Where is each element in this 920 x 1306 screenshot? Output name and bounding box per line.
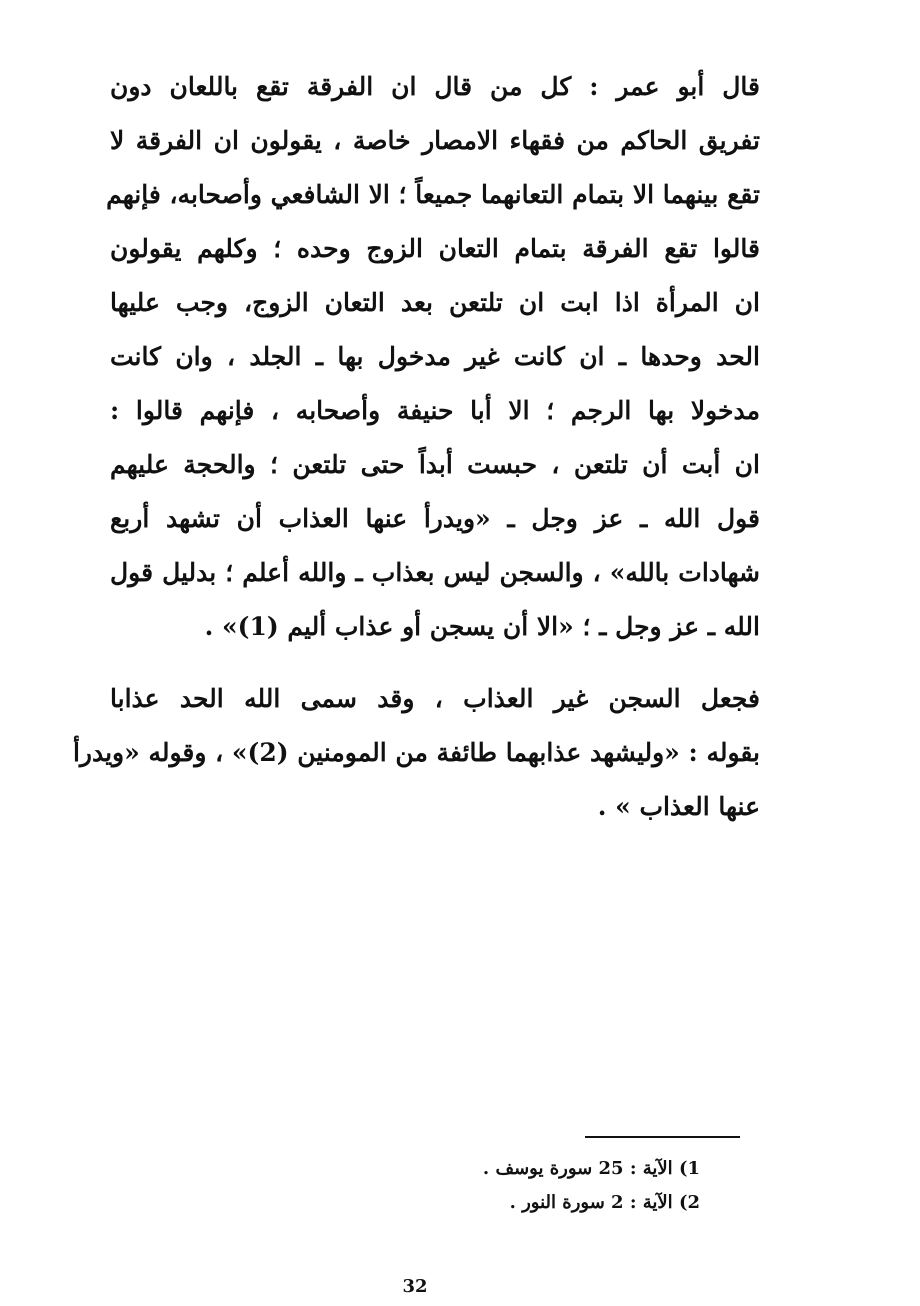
paragraph-1 [106,60,760,654]
text-line: فجعل السجن غير العذاب ، وقد سمى الله الحد عذابا [110,684,760,713]
text-line: قال أبو عمر : كل من قال ان الفرقة تقع باللعان دون [110,72,760,101]
text-line: قالوا تقع الفرقة بتمام التعان الزوج وحده ؛ وكلهم يقولون [110,234,760,263]
text-line: تقع بينهما الا بتمام التعانهما جميعاً ؛ الا الشافعي وأصحابه، فإنهم [106,180,760,209]
text-line: بقوله : «وليشهد عذابهما طائفة من المومنين (2)» ، وقوله «ويدرأ [72,738,760,767]
text-line: شهادات بالله» ، والسجن ليس بعذاب ـ والله أعلم ؛ بدليل قول [110,558,760,587]
text-line: عنها العذاب » . [597,792,760,821]
text-line: الله ـ عز وجل ـ ؛ «الا أن يسجن أو عذاب أليم (1)» . [204,612,760,641]
footnote-divider [585,1136,740,1138]
footnote-2: 2) الآية : 2 سورة النور . [509,1192,700,1213]
footnotes [400,1152,700,1220]
page-number: 32 [402,1276,428,1297]
text-line: الحد وحدها ـ ان كانت غير مدخول بها ـ الجلد ، وان كانت [110,342,760,371]
text-line: ان أبت أن تلتعن ، حبست أبداً حتى تلتعن ؛ والحجة عليهم [110,450,760,479]
paragraph-2 [72,672,760,834]
footnote-1: 1) الآية : 25 سورة يوسف . [482,1158,700,1179]
text-line: قول الله ـ عز وجل ـ «ويدرأ عنها العذاب أن تشهد أربع [110,504,760,533]
text-line: تفريق الحاكم من فقهاء الامصار خاصة ، يقولون ان الفرقة لا [110,126,760,155]
text-line: مدخولا بها الرجم ؛ الا أبا حنيفة وأصحابه ، فإنهم قالوا : [110,396,760,425]
text-line: ان المرأة اذا ابت ان تلتعن بعد التعان الزوج، وجب عليها [110,288,760,317]
